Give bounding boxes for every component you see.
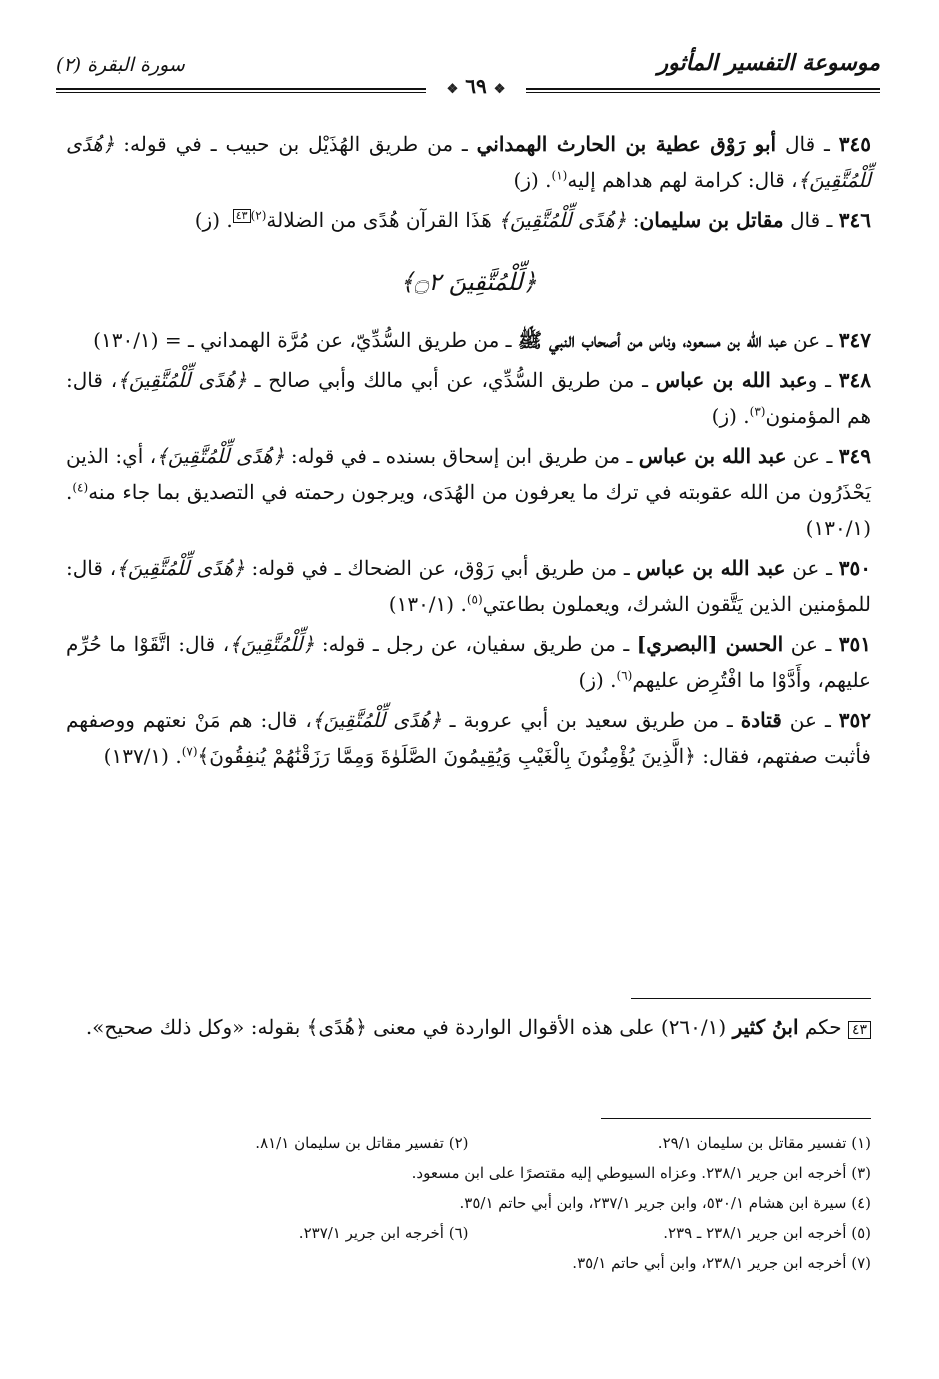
entry-350: [66, 550, 871, 622]
entry-352: [66, 702, 871, 774]
entry-347: [66, 322, 871, 358]
entry-text: ـ عن: [781, 708, 839, 732]
entry-text: ، قال: اتَّقَوْا ما حُرِّم عليهم، وأَدَّوْا ما افْتُرِض عليهم: [66, 632, 871, 692]
entry-text: ، قال: كرامة لهم هداهم إليه: [567, 168, 798, 192]
page-header: [56, 44, 880, 104]
entry-346: [66, 202, 871, 238]
entry-text: ـ من طريق الهُذَيْل بن حبيب ـ في قوله:: [114, 132, 477, 156]
footnote-4: (٤) سيرة ابن هشام ٥٣٠/١، وابن جرير ٢٣٧/١، وابن أبي حاتم ٣٥/١.: [459, 1194, 871, 1212]
entry-text: ـ من طريق ابن إسحاق بسنده ـ في قوله:: [284, 444, 639, 468]
main-text: [66, 126, 871, 778]
entry-text: ـ من طريق سفيان، عن رجل ـ قوله:: [314, 632, 637, 656]
entry-text: ـ من طريق السُّدِّي، عن أبي مالك وأبي صالح ـ: [246, 368, 656, 392]
quran-quote: ﴿هُدًى لِّلْمُتَّقِينَ﴾: [66, 132, 871, 192]
footnote-ref[interactable]: (٦): [616, 668, 633, 683]
footnote-1: (١) تفسير مقاتل بن سليمان ٢٩/١.: [657, 1134, 871, 1152]
entry-text: ، أي: الذين يَحْذَرُون من الله عقوبته في ترك ما يعرفون من الهُدَى، ويرجون رحمته في التصديق بما جاء منه: [66, 444, 871, 504]
page-number: ٦٩: [465, 74, 487, 98]
entry-text: ـ عن: [785, 556, 839, 580]
source-code: . (ز): [711, 404, 750, 428]
footnote-3: (٣) أخرجه ابن جرير ٢٣٨/١. وعزاه السيوطي إليه مقتصرًا على ابن مسعود.: [411, 1164, 871, 1182]
quran-quote: ﴿هُدًى لِّلْمُتَّقِينَ﴾: [117, 368, 247, 392]
footnote-ref[interactable]: (٤): [72, 480, 89, 495]
ornament-icon: ❖: [493, 82, 506, 97]
quran-quote: ﴿هُدًى لِّلْمُتَّقِينَ﴾: [498, 208, 627, 232]
footnote-5: (٥) أخرجه ابن جرير ٢٣٨/١ ـ ٢٣٩.: [663, 1224, 871, 1242]
footnote-6: (٦) أخرجه ابن جرير ٢٣٧/١.: [298, 1224, 469, 1242]
editor-note-text: حكم: [798, 1015, 848, 1039]
scholar-name: ابنُ كثير: [732, 1015, 799, 1039]
footnote-ref[interactable]: (٢): [250, 208, 267, 223]
book-title: موسوعة التفسير المأثور: [657, 50, 880, 76]
entry-text: ـ من طريق السُّدِّيّ، عن مُرَّة الهمداني ـ = (١٣٠/١): [93, 328, 518, 352]
footnote-row: [66, 1128, 871, 1158]
narrator-name: أبو رَوْق عطية بن الحارث الهمداني: [476, 132, 777, 156]
entry-text: ـ من طريق سعيد بن أبي عروبة ـ: [441, 708, 741, 732]
surah-title: سورة البقرة (٢): [56, 54, 185, 76]
narrator-name: عبد الله بن عباس: [638, 444, 787, 468]
source-code: . (ز): [513, 168, 552, 192]
editor-note-ref[interactable]: ٤٣: [233, 209, 251, 223]
footnote-2: (٢) تفسير مقاتل بن سليمان ٨١/١.: [255, 1134, 469, 1152]
quran-quote: ﴿هُدًى لِّلْمُتَّقِينَ﴾: [156, 444, 285, 468]
entry-number: ٣٥٠: [838, 556, 871, 580]
entry-text: ـ عن: [783, 632, 839, 656]
footnote-7: (٧) أخرجه ابن جرير ٢٣٨/١، وابن أبي حاتم ٣٥/١.: [572, 1254, 871, 1272]
narrator-name: الحسن [البصري]: [636, 632, 784, 656]
entry-number: ٣٥٢: [838, 708, 872, 732]
footnote-ref[interactable]: (٣): [749, 404, 766, 419]
source-code: . (١٣٧/١): [103, 744, 182, 768]
narrator-name: عبد الله بن عباس: [655, 368, 808, 392]
entry-text: ، قال: هم مَنْ نعتهم ووصفهم فأثبت صفتهم، فقال: ﴿الَّذِينَ يُؤْمِنُونَ بِالْغَيْبِ وَيُقِيمُونَ الصَّلَوٰةَ وَمِمَّا رَزَقْنَٰهُمْ يُنفِقُونَ﴾: [66, 708, 871, 768]
footnote-row: [66, 1218, 871, 1248]
entry-text: ـ عن: [786, 328, 839, 352]
entry-number: ٣٤٥: [838, 132, 871, 156]
footnote-ref[interactable]: (٧): [181, 744, 198, 759]
editor-note-number: ٤٣: [848, 1021, 871, 1039]
quran-quote: ﴿لِّلْمُتَّقِينَ﴾: [229, 632, 315, 656]
entry-number: ٣٤٦: [838, 208, 871, 232]
entry-text: ، قال: للمؤمنين الذين يَتَّقون الشرك، ويعملون بطاعتي: [66, 556, 871, 616]
entry-number: ٣٤٨: [838, 368, 872, 392]
footnotes-rule: [601, 1118, 871, 1119]
narrator-name: قتادة: [740, 708, 782, 732]
narrator-name: مقاتل بن سليمان: [639, 208, 784, 232]
editor-note-text: (٢٦٠/١) على هذه الأقوال الواردة في معنى ﴿هُدًى﴾ بقوله: «وكل ذلك صحيح».: [85, 1015, 733, 1039]
entry-text: ـ و: [807, 368, 839, 392]
source-code: . (١٣٠/١): [66, 480, 871, 540]
editor-note-rule: [631, 998, 871, 999]
page-number-block: [426, 74, 526, 100]
quran-quote: ﴿هُدًى لِّلْمُتَّقِينَ﴾: [311, 708, 442, 732]
editor-note: [66, 1008, 871, 1046]
entry-number: ٣٥١: [838, 632, 872, 656]
entry-text: ـ قال: [776, 132, 839, 156]
entry-345: [66, 126, 871, 198]
narrator-name: عبد الله بن مسعود، وناس من أصحاب النبي ﷺ: [517, 328, 787, 352]
quran-quote: ﴿هُدًى لِّلْمُتَّقِينَ﴾: [116, 556, 245, 580]
source-code: . (١٣٠/١): [388, 592, 467, 616]
entry-text: ـ عن: [786, 444, 839, 468]
entry-text: ـ قال: [783, 208, 839, 232]
entry-349: [66, 438, 871, 546]
entry-text: هَذَا القرآن هُدًى من الضلالة: [266, 208, 499, 232]
entry-348: [66, 362, 871, 434]
entry-text: ـ من طريق أبي رَوْق، عن الضحاك ـ في قوله:: [244, 556, 637, 580]
footnote-ref[interactable]: (٥): [466, 592, 483, 607]
entry-351: [66, 626, 871, 698]
verse-heading: ﴿لِّلْمُتَّقِينَ ۝٢﴾: [400, 268, 537, 296]
source-code: . (ز): [578, 668, 617, 692]
footnotes: [66, 1128, 871, 1278]
narrator-name: عبد الله بن عباس: [636, 556, 786, 580]
entry-number: ٣٤٧: [838, 328, 871, 352]
source-code: . (ز): [194, 208, 233, 232]
entry-text: ، قال: هم المؤمنون: [66, 368, 871, 428]
ornament-icon: ❖: [446, 82, 459, 97]
entry-number: ٣٤٩: [838, 444, 872, 468]
entry-text: :: [626, 208, 640, 232]
footnote-ref[interactable]: (١): [551, 168, 568, 183]
